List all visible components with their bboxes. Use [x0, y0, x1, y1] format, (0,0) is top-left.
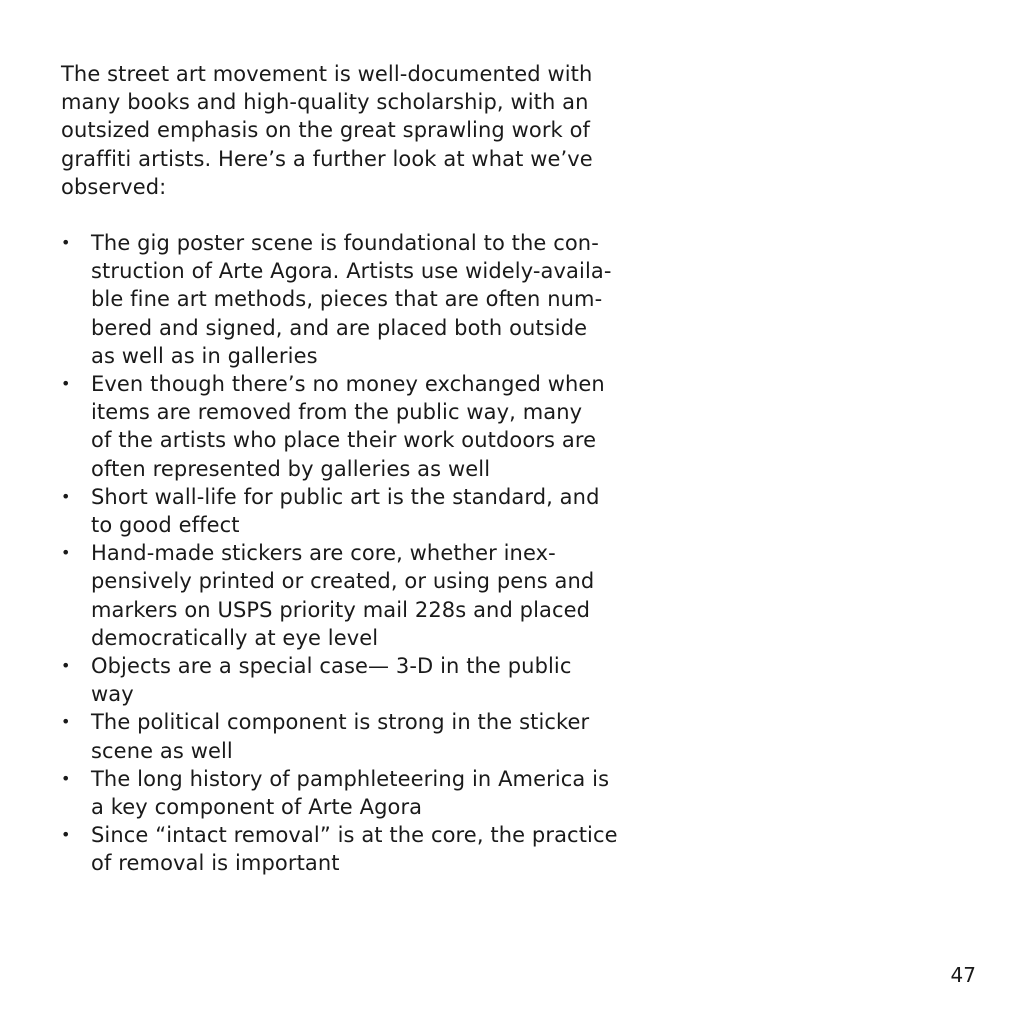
bullet-icon: •: [61, 656, 71, 676]
bullet-line: a key component of Arte Agora: [91, 795, 423, 820]
bullet-icon: •: [61, 374, 71, 394]
bullet-line: democratically at eye level: [91, 625, 379, 650]
intro-line: observed:: [61, 174, 167, 199]
intro-line: The street art movement is well-documented with: [61, 62, 593, 86]
intro-line: graffiti artists. Here’s a further look at what we’ve: [61, 146, 593, 171]
bullet-line: often represented by galleries as well: [91, 456, 491, 481]
bullet-item: [61, 370, 671, 483]
bullet-line: markers on USPS priority mail 228s and placed: [91, 597, 591, 622]
bullet-item: [61, 765, 671, 821]
bullet-icon: •: [61, 486, 71, 506]
intro-line: outsized emphasis on the great sprawling work of: [61, 118, 591, 143]
bullet-icon: •: [61, 233, 71, 253]
bullet-item: [61, 652, 671, 708]
intro-paragraph: [61, 60, 671, 201]
bullet-list: [61, 229, 671, 878]
bullet-item: [61, 229, 671, 370]
bullet-icon: •: [61, 543, 71, 563]
bullet-item: [61, 539, 671, 652]
body-text: [61, 60, 671, 878]
bullet-line: Short wall-life for public art is the standard, and: [91, 484, 600, 509]
bullet-item: [61, 483, 671, 539]
bullet-line: The gig poster scene is foundational to the con-: [91, 231, 599, 256]
bullet-icon: •: [61, 768, 71, 788]
bullet-line: Even though there’s no money exchanged when: [91, 372, 605, 397]
bullet-line: way: [91, 682, 134, 707]
bullet-line: struction of Arte Agora. Artists use widely-availa-: [91, 259, 612, 284]
bullet-line: The long history of pamphleteering in America is: [91, 766, 610, 791]
bullet-line: of the artists who place their work outdoors are: [91, 428, 597, 453]
bullet-line: Objects are a special case— 3-D in the public: [91, 654, 572, 679]
bullet-icon: •: [61, 825, 71, 845]
page-number: 47: [950, 963, 976, 987]
bullet-line: to good effect: [91, 513, 240, 538]
bullet-line: Since “intact removal” is at the core, the practice: [91, 823, 618, 848]
bullet-icon: •: [61, 712, 71, 732]
intro-line: many books and high-quality scholarship, with an: [61, 90, 589, 115]
bullet-item: [61, 708, 671, 764]
bullet-line: of removal is important: [91, 851, 340, 876]
bullet-line: The political component is strong in the sticker: [91, 710, 590, 735]
bullet-line: as well as in galleries: [91, 343, 318, 368]
bullet-line: scene as well: [91, 738, 233, 763]
bullet-line: Hand-made stickers are core, whether inex-: [91, 541, 556, 566]
bullet-item: [61, 821, 671, 877]
bullet-line: ble fine art methods, pieces that are often num-: [91, 287, 603, 312]
bullet-line: items are removed from the public way, many: [91, 400, 583, 425]
bullet-line: bered and signed, and are placed both outside: [91, 315, 588, 340]
bullet-line: pensively printed or created, or using pens and: [91, 569, 595, 594]
